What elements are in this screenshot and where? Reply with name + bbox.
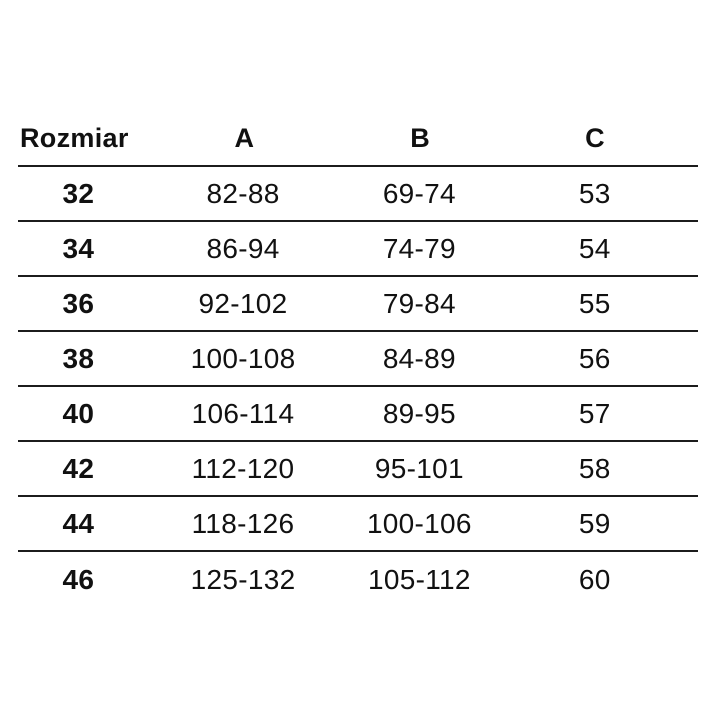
size-cell: 32 [62,177,95,209]
c-cell: 59 [578,507,611,539]
size-table [18,112,698,607]
a-cell: 92-102 [198,287,288,319]
c-cell: 54 [578,232,611,264]
size-cell: 44 [62,507,95,539]
table-row [18,387,698,442]
size-cell: 36 [62,287,95,319]
table-row [18,332,698,387]
size-cell: 34 [62,232,95,264]
a-cell: 82-88 [206,177,280,209]
c-cell: 58 [578,452,611,484]
table-row [18,277,698,332]
c-cell: 56 [578,342,611,374]
a-cell: 112-120 [191,452,295,484]
size-cell: 46 [62,563,95,595]
table-row [18,442,698,497]
header-b: B [410,123,431,153]
c-cell: 53 [578,177,611,209]
b-cell: 74-79 [382,232,456,264]
table-row [18,552,698,607]
table-row [18,167,698,222]
header-a: A [234,123,255,153]
size-cell: 42 [62,452,95,484]
a-cell: 118-126 [191,507,295,539]
c-cell: 57 [578,397,611,429]
size-cell: 38 [62,342,95,374]
table-row [18,222,698,277]
b-cell: 79-84 [382,287,456,319]
table-header-row [18,112,698,167]
b-cell: 69-74 [382,177,456,209]
c-cell: 60 [578,563,611,595]
a-cell: 125-132 [190,563,296,595]
table-row [18,497,698,552]
a-cell: 100-108 [190,342,296,374]
b-cell: 105-112 [367,563,471,595]
a-cell: 86-94 [206,232,280,264]
header-c: C [585,123,605,153]
a-cell: 106-114 [191,397,295,429]
b-cell: 100-106 [366,507,472,539]
b-cell: 84-89 [382,342,456,374]
b-cell: 89-95 [382,397,456,429]
size-cell: 40 [62,397,95,429]
b-cell: 95-101 [374,452,464,484]
header-rozmiar: Rozmiar [20,123,129,153]
c-cell: 55 [578,287,611,319]
